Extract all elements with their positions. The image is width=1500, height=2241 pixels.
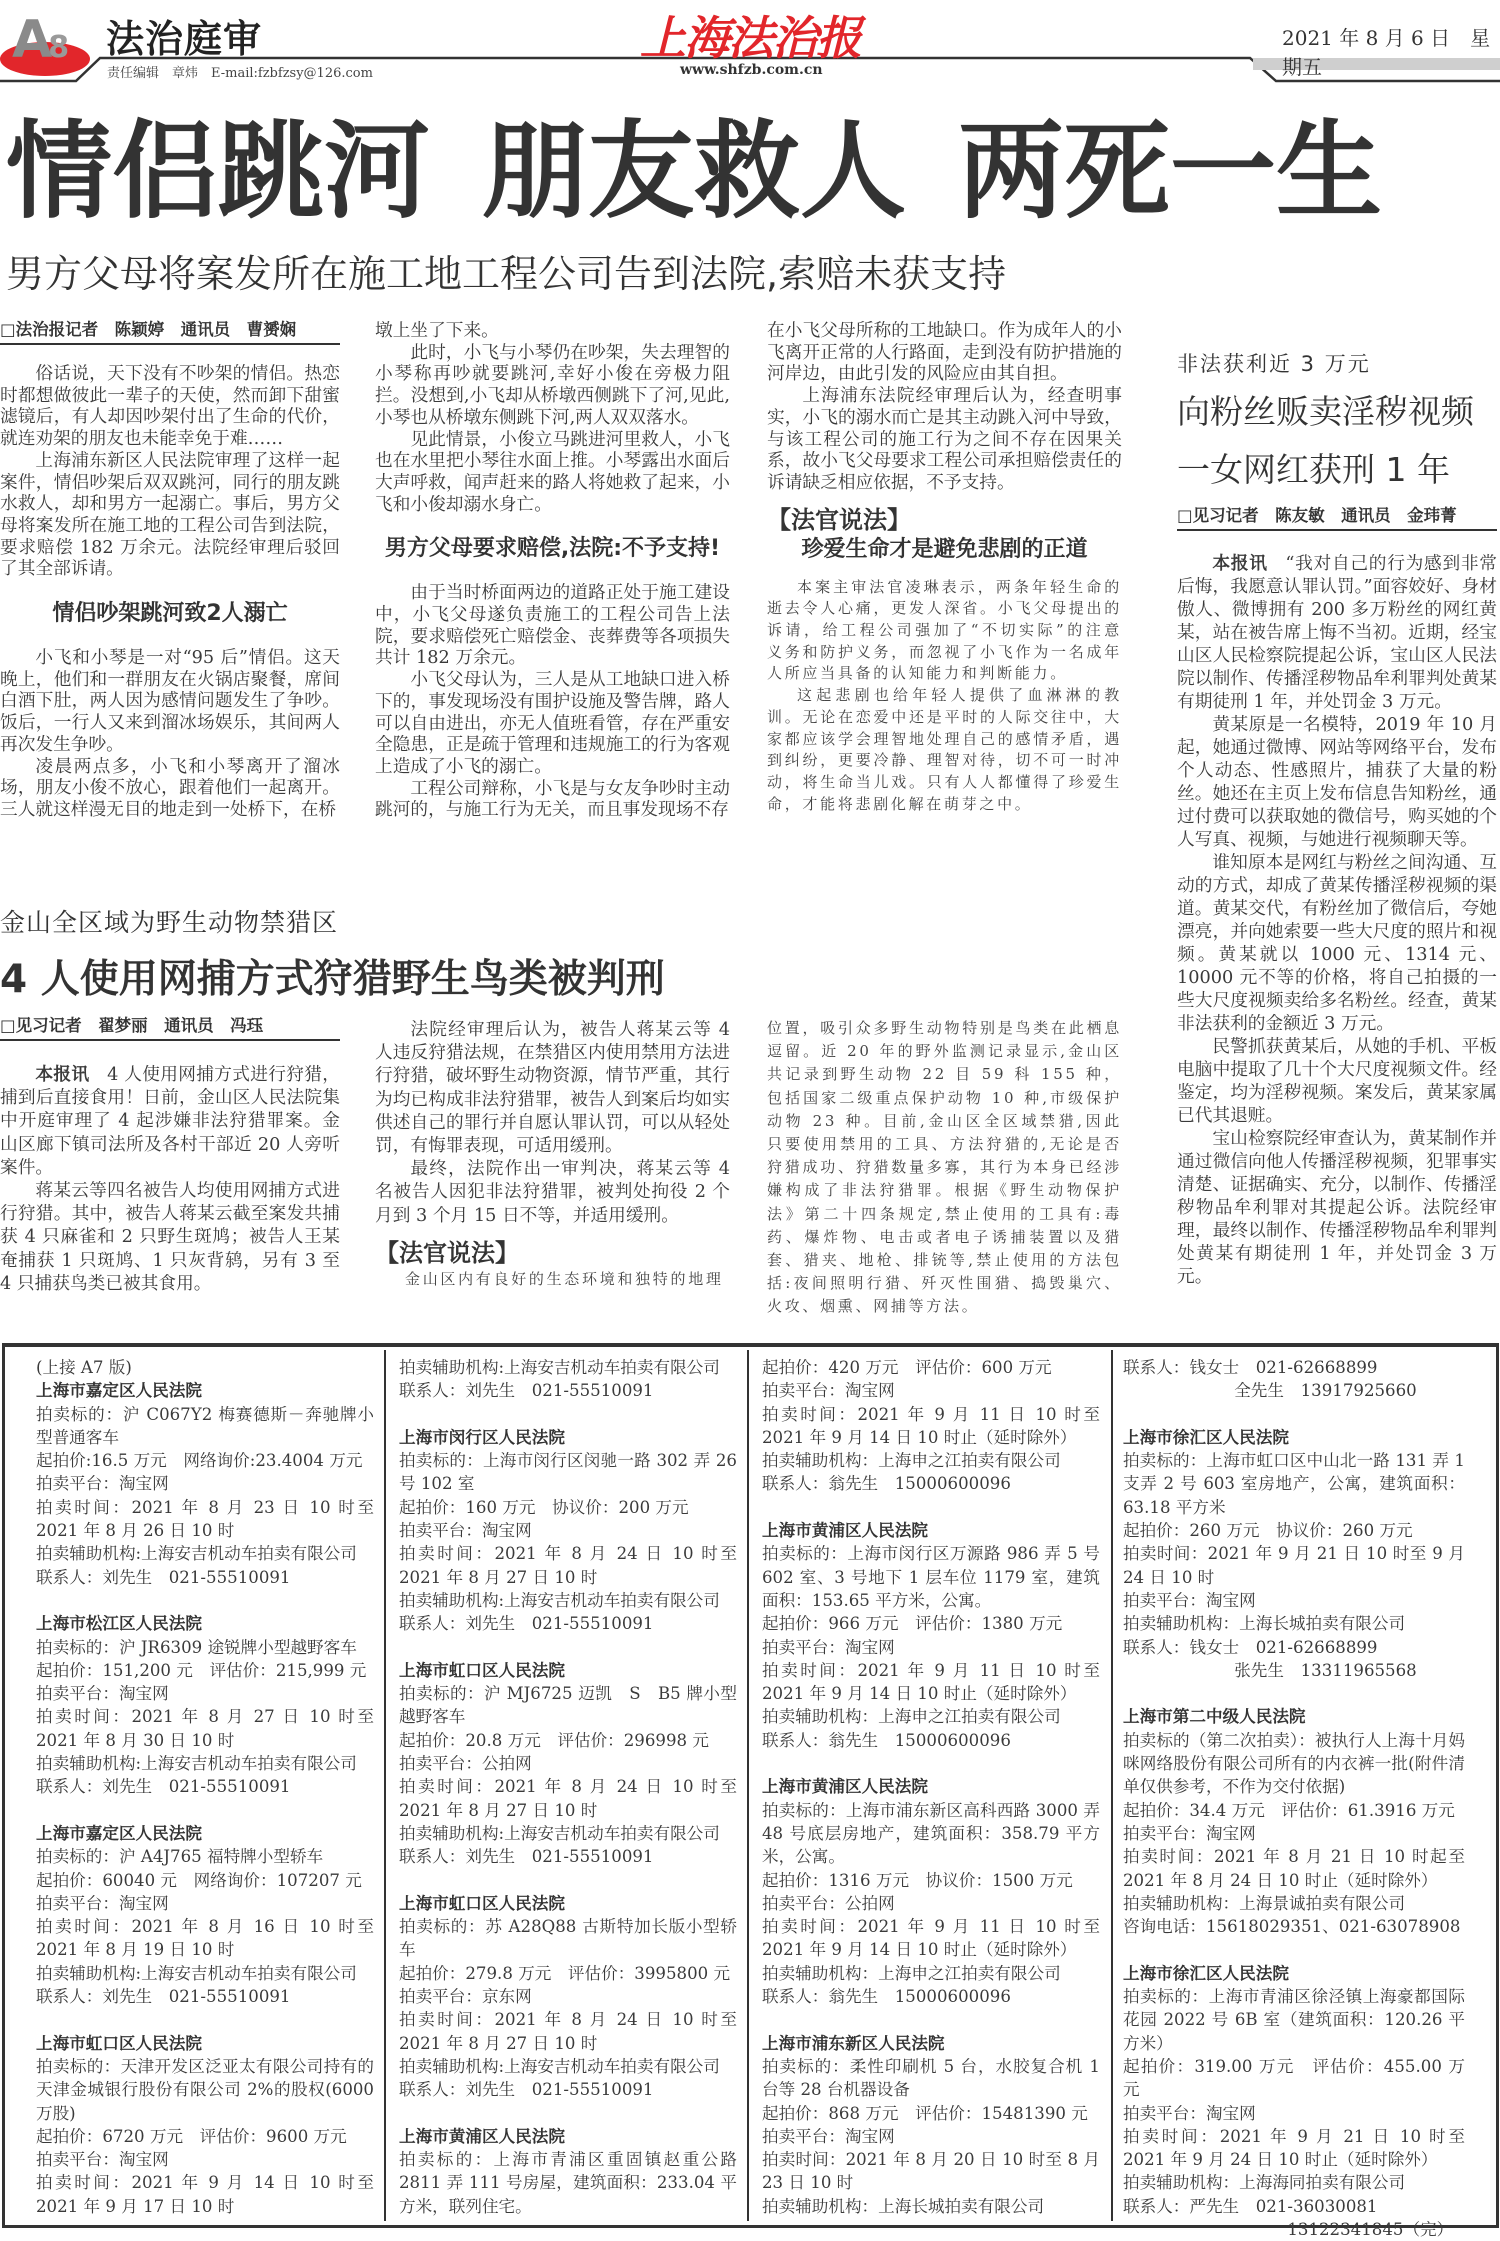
listing-line: 联系人：刘先生 021-55510091 [399, 1847, 654, 1867]
listing-line: 拍卖平台：淘宝网 [1123, 1823, 1256, 1843]
court-name: 上海市黄浦区人民法院 [399, 2126, 565, 2146]
auction-column-4 [1123, 1356, 1465, 2241]
listing-line: (上接 A7 版) [36, 1358, 132, 1377]
lower-article-headline: 4 人使用网捕方式狩猎野生鸟类被判刑 [0, 957, 665, 1002]
listing-line: 拍卖标的：上海市虹口区中山北一路 131 弄 1 支弄 2 号 603 室房地产，公寓，建筑面积：63.18 平方米 [1123, 1451, 1465, 1517]
listing-line: 起拍价：420 万元 评估价：600 万元 [762, 1358, 1052, 1377]
right-article-title-line-1: 向粉丝贩卖淫秽视频 [1177, 392, 1474, 431]
auction-column-2 [399, 1356, 737, 2218]
listing-line: 拍卖辅助机构：上海长城拍卖有限公司 [1123, 1614, 1406, 1634]
court-name: 上海市松江区人民法院 [36, 1614, 202, 1634]
listing-line: 起拍价：151,200 元 评估价：215,999 元 [36, 1660, 367, 1680]
listing-line: 联系人：翁先生 15000600096 [762, 1474, 1011, 1494]
paragraph [1177, 553, 1497, 714]
commentary-paragraph: 金山区内有良好的生态环境和独特的地理 [405, 1269, 724, 1288]
listing-line: 拍卖时间：2021 年 8 月 16 日 10 时至 2021 年 8 月 19 日 10 时 [36, 1917, 374, 1960]
listing-line: 联系人：刘先生 021-55510091 [399, 2080, 654, 2100]
dateline-label: 本报讯 [1212, 554, 1268, 574]
listing-line: 联系人：刘先生 021-55510091 [399, 1381, 654, 1401]
listing-line: 拍卖时间：2021 年 9 月 21 日 10 时至 9 月 24 日 10 时 [1123, 1544, 1465, 1587]
spacer [36, 1799, 374, 1822]
paragraph: 宝山检察院经审查认为，黄某制作并通过微信向他人传播淫秽视频，犯罪事实清楚、证据确实、充分，以制作、传播淫秽物品牟利罪对其提起公诉。法院经审理，最终以制作、传播淫秽物品牟利罪判处黄某有期徒刑 1 年，并处罚金 3 万元。 [1177, 1129, 1497, 1287]
lower-article-column-1 [0, 1064, 340, 1296]
spacer [1123, 1938, 1465, 1961]
listing-line: 拍卖辅助机构:上海安吉机动车拍卖有限公司 [36, 1963, 357, 1983]
listing-line: 拍卖辅助机构:上海安吉机动车拍卖有限公司 [399, 1358, 720, 1377]
listing-line: 联系人：翁先生 15000600096 [762, 1730, 1011, 1750]
listing-line: 拍卖平台：淘宝网 [36, 1474, 169, 1494]
listing-line: 拍卖平台：淘宝网 [36, 1684, 169, 1704]
column-divider [1111, 1350, 1113, 2221]
listing-line: 联系人：翁先生 15000600096 [762, 1987, 1011, 2007]
court-name: 上海市虹口区人民法院 [399, 1893, 565, 1913]
paragraph: 由于当时桥面两边的道路正处于施工建设中，小飞父母遂负责施工的工程公司告上法院，要求赔偿死亡赔偿金、丧葬费等各项损失共计 182 万余元。 [375, 583, 730, 669]
listing-line: 拍卖平台：淘宝网 [36, 1893, 169, 1913]
listing-line: 起拍价：1316 万元 协议价：1500 万元 [762, 1870, 1073, 1890]
listing-line: 联系人：钱女士 021-62668899 [1123, 1637, 1378, 1657]
website-link[interactable]: www.shfzb.com.cn [680, 62, 823, 78]
listing-line: 拍卖辅助机构:上海安吉机动车拍卖有限公司 [399, 2056, 720, 2076]
main-subtitle: 男方父母将案发所在施工地工程公司告到法院,索赔未获支持 [6, 252, 1007, 296]
listing-line: 拍卖标的：上海市青浦区徐泾镇上海豪都国际花园 2022 号 6B 室（建筑面积：120.26 平方米） [1123, 1987, 1465, 2053]
listing-line: 拍卖平台：淘宝网 [762, 2126, 895, 2146]
listing-line: 起拍价：20.8 万元 评估价：296998 元 [399, 1730, 709, 1750]
paragraph: 上海浦东新区人民法院审理了这样一起案件，情侣吵架后双双跳河，同行的朋友跳水救人，却和男方一起溺亡。事后，男方父母将案发所在施工地的工程公司告到法院，要求赔偿 182 万余元。法院经审理后驳回了其全部诉请。 [0, 450, 340, 580]
listing-line: 拍卖时间：2021 年 8 月 20 日 10 时至 8 月 23 日 10 时 [762, 2150, 1100, 2193]
court-name: 上海市黄浦区人民法院 [762, 1777, 928, 1797]
commentary-paragraph: 这起悲剧也给年轻人提供了血淋淋的教训。无论在恋爱中还是平时的人际交往中，大家都应该学会理智地处理自己的感情矛盾，遇到纠纷，更要冷静、理智对待，切不可一时冲动，将生命当儿戏。只有人人都懂得了珍爱生命，才能将悲剧化解在萌芽之中。 [767, 686, 1122, 813]
section-tag: 【法官说法】 [375, 1238, 519, 1267]
listing-line: 联系人：钱女士 021-62668899 [1123, 1358, 1378, 1377]
spacer [399, 1636, 737, 1659]
listing-line: 拍卖时间：2021 年 8 月 24 日 10 时至 2021 年 8 月 27 日 10 时 [399, 1544, 737, 1587]
listing-line: 起拍价：279.8 万元 评估价：3995800 元 [399, 1963, 731, 1983]
listing-line: 拍卖辅助机构:上海安吉机动车拍卖有限公司 [399, 1823, 720, 1843]
page-number [12, 10, 65, 70]
listing-line: 起拍价：60040 元 网络询价：107207 元 [36, 1870, 362, 1890]
court-name: 上海市嘉定区人民法院 [36, 1381, 202, 1401]
listing-line: 张先生 13311965568 [1234, 1660, 1417, 1680]
headline-part: 两死一生 [958, 110, 1382, 233]
listing-line: 拍卖辅助机构：上海申之江拍卖有限公司 [762, 1707, 1061, 1727]
listing-line: 拍卖标的：柔性印刷机 5 台，水胶复合机 1 台等 28 台机器设备 [762, 2056, 1100, 2100]
court-name: 上海市浦东新区人民法院 [762, 2033, 945, 2053]
column-divider [747, 1350, 749, 2221]
paragraph: 俗话说，天下没有不吵架的情侣。热恋时都想做彼此一辈子的天使，然而卸下甜蜜滤镜后，有人却因吵架付出了生命的代价，就连劝架的朋友也未能幸免于难…… [0, 364, 340, 450]
listing-line: 拍卖标的（第二次拍卖）：被执行人上海十月妈咪网络股份有限公司所有的内衣裤一批(附件清单仅供参考，不作为交付依据) [1123, 1730, 1465, 1797]
spacer [1123, 1682, 1465, 1705]
listing-line: 拍卖标的：上海市青浦区重固镇赵重公路 2811 弄 111 号房屋，建筑面积：233.04 平方米，联列住宅。 [399, 2150, 737, 2216]
listing-line: 拍卖辅助机构:上海安吉机动车拍卖有限公司 [399, 1590, 720, 1610]
paragraph: 此时，小飞与小琴仍在吵架，失去理智的小琴称再吵就要跳河,幸好小俊在旁极力阻拦。没想到,小飞却从桥墩西侧跳下了河,见此,小琴也从桥墩东侧跳下河,两人双双落水。 [375, 342, 730, 428]
court-name: 上海市虹口区人民法院 [399, 1660, 565, 1680]
column-divider [384, 1350, 386, 2221]
court-name: 上海市黄浦区人民法院 [762, 1521, 928, 1541]
page-letter: A [12, 10, 49, 70]
main-byline: □法治报记者 陈颖婷 通讯员 曹赟娴 [0, 320, 340, 345]
paragraph: 小飞和小琴是一对“95 后”情侣。这天晚上，他们和一群朋友在火锅店聚餐，席间白酒下肚，两人因为感情问题发生了争吵。饭后，一行人又来到溜冰场娱乐，其间两人再次发生争吵。 [0, 648, 340, 755]
paragraph: 在小飞父母所称的工地缺口。作为成年人的小飞离开正常的人行路面，走到没有防护措施的河岸边，由此引发的风险应由其自担。 [767, 321, 1122, 385]
right-article-byline: □见习记者 陈友敏 通讯员 金玮菁 [1177, 506, 1497, 531]
subheading: 珍爱生命才是避免悲剧的正道 [801, 536, 1088, 562]
listing-line: 拍卖平台：淘宝网 [762, 1381, 895, 1401]
listing-line: 起拍价：6720 万元 评估价：9600 万元 [36, 2126, 347, 2146]
listing-line: 起拍价：160 万元 协议价：200 万元 [399, 1497, 689, 1517]
spacer [399, 2102, 737, 2125]
lower-article-byline: □见习记者 翟梦丽 通讯员 冯珏 [0, 1016, 340, 1041]
listing-line: 拍卖平台：淘宝网 [1123, 2103, 1256, 2123]
spacer [399, 1869, 737, 1892]
commentary-paragraph: 位置，吸引众多野生动物特别是鸟类在此栖息逗留。近 20 年的野外监测记录显示,金山区共记录到野生动物 22 目 59 科 155 种，包括国家二级重点保护动物 10 种,市级保护动物 23 种。目前,金山区全区域禁猎,因此只要使用禁用的工具、方法狩猎的,无论是否狩猎成功、狩猎数量多寡，其行为本身已经涉嫌构成了非法狩猎罪。根据《野生动物保护法》第二十四条规定,禁止使用的工具有:毒药、爆炸物、电击或者电子诱捕装置以及猎套、猎夹、地枪、排铳等,禁止使用的方法包括:夜间照明行猎、歼灭性围猎、捣毁巢穴、火攻、烟熏、网捕等方法。 [767, 1019, 1122, 1316]
listing-line: 拍卖时间：2021 年 8 月 27 日 10 时至 2021 年 8 月 30 日 10 时 [36, 1707, 374, 1750]
court-name: 上海市第二中级人民法院 [1123, 1707, 1306, 1727]
subheading: 男方父母要求赔偿,法院:不予支持! [384, 536, 721, 562]
listing-line: 起拍价：34.4 万元 评估价：61.3916 万元 [1123, 1800, 1455, 1820]
auction-column-3 [762, 1356, 1100, 2218]
main-article-column-2 [375, 321, 730, 822]
right-article-body [1177, 553, 1497, 1289]
listing-line: 起拍价：319.00 万元 评估价：455.00 万元 [1123, 2056, 1465, 2100]
listing-line: 起拍价：868 万元 评估价：15481390 元 [762, 2103, 1088, 2123]
listing-line: 联系人：刘先生 021-55510091 [399, 1614, 654, 1634]
main-article-column-1 [0, 364, 340, 822]
listing-line: 拍卖时间：2021 年 8 月 21 日 10 时起至 2021 年 8 月 24 日 10 时止（延时除外） [1123, 1847, 1465, 1890]
paragraph: 谁知原本是网红与粉丝之间沟通、互动的方式，却成了黄某传播淫秽视频的渠道。黄某交代，有粉丝加了微信后，夸她漂亮，并向她索要一些大尺度的照片和视频。黄某就以 1000 元、1314 元、10000 元不等的价格，将自己拍摄的一些大尺度视频卖给多名粉丝。经查，黄某非法获利的金额近 3 万元。 [1177, 853, 1497, 1034]
spacer [762, 1496, 1100, 1519]
listing-line: 拍卖辅助机构：上海海同拍卖有限公司 [1123, 2173, 1406, 2193]
listing-line: 拍卖时间：2021 年 8 月 24 日 10 时至 2021 年 8 月 27 日 10 时 [399, 2010, 737, 2053]
paragraph: 见此情景，小俊立马跳进河里救人，小飞也在水里把小琴往水面上推。小琴露出水面后大声呼救，闻声赶来的路人将她救了起来，小飞和小俊却溺水身亡。 [375, 429, 730, 515]
paragraph-text: “我对自己的行为感到非常后悔，我愿意认罪认罚。”面容姣好、身材傲人、微博拥有 200 多万粉丝的网红黄某，站在被告席上悔不当初。近期，经宝山区人民检察院提起公诉，宝山区人民法院以制作、传播淫秽物品牟利罪判处黄某有期徒刑 1 年，并处罚金 3 万元。 [1177, 554, 1497, 712]
paragraph: 上海浦东法院经审理后认为，经查明事实，小飞的溺水而亡是其主动跳入河中导致，与该工程公司的施工行为之间不存在因果关系，故小飞父母要求工程公司承担赔偿责任的诉请缺乏相应依据，不予支持。 [767, 386, 1122, 493]
listing-line: 拍卖平台：淘宝网 [1123, 1590, 1256, 1610]
listing-line: 拍卖标的：上海市闵行区闵驰一路 302 弄 26 号 102 室 [399, 1451, 737, 1494]
listing-line: 联系人：刘先生 021-55510091 [36, 1987, 291, 2007]
lower-article-column-3 [767, 1017, 1122, 1319]
paragraph: 蒋某云等四名被告人均使用网捕方式进行狩猎。其中，被告人蒋某云截至案发共捕获 4 只麻雀和 2 只野生斑鸠；被告人王某奄捕获 1 只斑鸠、1 只灰背鸫，另有 3 至 4 只捕获鸟类已被其食用。 [0, 1181, 340, 1294]
headline-part: 朋友救人 [482, 110, 906, 233]
listing-line: 起拍价：966 万元 评估价：1380 万元 [762, 1614, 1063, 1634]
issue-date: 2021 年 8 月 6 日 星期五 [1282, 26, 1491, 79]
listing-line: 拍卖时间：2021 年 9 月 21 日 10 时至 2021 年 9 月 24 日 10 时止（延时除外） [1123, 2126, 1465, 2170]
listing-line: 起拍价:16.5 万元 网络询价:23.4004 万元 [36, 1451, 363, 1471]
court-name: 上海市徐汇区人民法院 [1123, 1427, 1289, 1447]
listing-line: 拍卖平台：淘宝网 [36, 2150, 169, 2170]
listing-line: 拍卖时间：2021 年 9 月 11 日 10 时至 2021 年 9 月 14 日 10 时止（延时除外） [762, 1917, 1100, 1960]
paragraph: 小飞父母认为，三人是从工地缺口进入桥下的，事发现场没有围护设施及警告牌，路人可以自由进出，亦无人值班看管，存在严重安全隐患，正是疏于管理和违规施工的行为客观上造成了小飞的溺亡。 [375, 670, 730, 777]
listing-line: 起拍价：260 万元 协议价：260 万元 [1123, 1521, 1413, 1541]
page-digit: 8 [48, 30, 66, 65]
paragraph: 法院经审理后认为，被告人蒋某云等 4 人违反狩猎法规，在禁猎区内使用禁用方法进行狩猎，破坏野生动物资源，情节严重，其行为均已构成非法狩猎罪，被告人到案后均如实供述自己的罪行并自愿认罪认罚，可以从轻处罚，有悔罪表现，可适用缓刑。 [375, 1020, 730, 1157]
court-name: 上海市嘉定区人民法院 [36, 1823, 202, 1843]
paragraph: 工程公司辩称，小飞是与女友争吵时主动跳河的，与施工行为无关，而且事发现场不存 [375, 778, 730, 821]
lower-article-column-2 [375, 1019, 730, 1291]
phone-number: 13122341845 [1287, 2219, 1404, 2239]
end-mark: （完） [1403, 2219, 1454, 2239]
spacer [399, 1403, 737, 1426]
listing-line: 拍卖时间：2021 年 9 月 11 日 10 时至 2021 年 9 月 14 日 10 时止（延时除外） [762, 1404, 1100, 1447]
paragraph-text: 4 人使用网捕方式进行狩猎，捕到后直接食用！日前，金山区人民法院集中开庭审理了 4 起涉嫌非法狩猎罪案。金山区廊下镇司法所及各村干部近 20 人旁听案件。 [0, 1065, 340, 1178]
lower-article-kicker: 金山全区域为野生动物禁猎区 [0, 908, 339, 937]
paragraph: 凌晨两点多，小飞和小琴离开了溜冰场，朋友小俊不放心，跟着他们一起离开。三人就这样漫无目的地走到一处桥下，在桥 [0, 756, 340, 820]
spacer [762, 1752, 1100, 1775]
paragraph: 黄某原是一名模特，2019 年 10 月起，她通过微博、网站等网络平台，发布个人动态、性感照片，捕获了大量的粉丝。她还在主页上发布信息告知粉丝，通过付费可以获取她的微信号，购买她的个人写真、视频，与她进行视频聊天等。 [1177, 715, 1497, 850]
auction-column-1 [36, 1356, 374, 2218]
listing-line: 拍卖标的：上海市闵行区万源路 986 弄 5 号 602 室、3 号地下 1 层车位 1179 室，建筑面积：153.65 平方米，公寓。 [762, 1544, 1100, 1610]
listing-line: 拍卖时间：2021 年 9 月 11 日 10 时至 2021 年 9 月 14 日 10 时止（延时除外） [762, 1660, 1100, 1704]
listing-line: 拍卖平台：京东网 [399, 1987, 532, 2007]
listing-line: 拍卖时间：2021 年 9 月 14 日 10 时至 2021 年 9 月 17 日 10 时 [36, 2173, 374, 2216]
listing-line: 拍卖标的：沪 C067Y2 梅赛德斯－奔驰牌小型普通客车 [36, 1404, 374, 1447]
dateline-label: 本报讯 [35, 1065, 90, 1085]
listing-line: 拍卖平台：淘宝网 [762, 1637, 895, 1657]
spacer [1123, 1403, 1465, 1426]
listing-line: 联系人：严先生 021-36030081 [1123, 2196, 1378, 2216]
main-article-column-3 [767, 321, 1122, 815]
commentary-paragraph: 本案主审法官凌琳表示，两条年轻生命的逝去令人心痛，更发人深省。小飞父母提出的诉请，给工程公司强加了“不切实际”的注意义务和防护义务，而忽视了小飞作为一名成年人所应当具备的认知能力和判断能力。 [767, 577, 1122, 683]
section-title: 法治庭审 [106, 17, 263, 61]
editor-credit: 责任编辑 章炜 E-mail:fzbfzsy@126.com [107, 66, 373, 81]
listing-line: 拍卖标的：苏 A28Q88 古斯特加长版小型轿车 [399, 1917, 737, 1960]
listing-line: 拍卖辅助机构:上海安吉机动车拍卖有限公司 [36, 1544, 357, 1564]
spacer [762, 2008, 1100, 2031]
page-number-badge [0, 8, 92, 74]
court-name: 上海市虹口区人民法院 [36, 2033, 202, 2053]
listing-line: 拍卖时间：2021 年 8 月 24 日 10 时至 2021 年 8 月 27 日 10 时 [399, 1777, 737, 1820]
listing-line: 拍卖辅助机构：上海景诚拍卖有限公司 [1123, 1893, 1406, 1913]
paragraph: 墩上坐了下来。 [375, 321, 499, 341]
listing-line: 拍卖平台：公拍网 [399, 1754, 532, 1774]
listing-line: 拍卖辅助机构:上海安吉机动车拍卖有限公司 [36, 1754, 357, 1774]
section-tag: 【法官说法】 [767, 505, 911, 534]
spacer [36, 2008, 374, 2031]
listing-line: 拍卖辅助机构：上海长城拍卖有限公司 [762, 2196, 1045, 2216]
listing-line: 拍卖标的：上海市浦东新区高科西路 3000 弄 48 号底层房地产，建筑面积：358.79 平方米，公寓。 [762, 1800, 1100, 1867]
listing-line: 联系人：刘先生 021-55510091 [36, 1567, 291, 1587]
listing-line: 拍卖标的：沪 A4J765 福特牌小型轿车 [36, 1847, 324, 1867]
listing-line [1123, 2218, 1465, 2241]
listing-line: 拍卖辅助机构：上海申之江拍卖有限公司 [762, 1451, 1061, 1471]
paragraph: 民警抓获黄某后，从她的手机、平板电脑中提取了几十个大尺度视频文件。经鉴定，均为淫秽视频。案发后，黄某家属已代其退赃。 [1177, 1037, 1497, 1126]
court-name: 上海市徐汇区人民法院 [1123, 1963, 1289, 1983]
listing-line: 全先生 13917925660 [1234, 1381, 1417, 1401]
listing-line: 拍卖平台：公拍网 [762, 1893, 895, 1913]
right-article-kicker: 非法获利近 3 万元 [1177, 352, 1371, 376]
subheading: 情侣吵架跳河致2人溺亡 [52, 601, 288, 627]
paragraph [0, 1064, 340, 1180]
right-article-title-line-2: 一女网红获刑 1 年 [1177, 450, 1450, 489]
listing-line: 拍卖平台：淘宝网 [399, 1521, 532, 1541]
listing-line: 拍卖标的：天津开发区泛亚太有限公司持有的天津金城银行股份有限公司 2%的股权(6000 万股) [36, 2056, 374, 2123]
headline-part: 情侣跳河 [6, 110, 430, 233]
listing-line: 拍卖时间：2021 年 8 月 23 日 10 时至 2021 年 8 月 26 日 10 时 [36, 1497, 374, 1541]
listing-line: 咨询电话：15618029351、021-63078908 [1123, 1917, 1461, 1937]
newspaper-logo: 上海法治报 [640, 11, 860, 65]
listing-line: 拍卖标的：沪 JR6309 途锐牌小型越野客车 [36, 1637, 357, 1657]
listing-line: 联系人：刘先生 021-55510091 [36, 1777, 291, 1797]
paragraph: 最终，法院作出一审判决，蒋某云等 4 名被告人因犯非法狩猎罪，被判处拘役 2 个月到 3 个月 15 日不等，并适用缓刑。 [375, 1159, 730, 1226]
listing-line: 拍卖标的：沪 MJ6725 迈凯 S B5 牌小型越野客车 [399, 1684, 737, 1727]
listing-line: 拍卖辅助机构：上海申之江拍卖有限公司 [762, 1963, 1061, 1983]
spacer [36, 1589, 374, 1612]
court-name: 上海市闵行区人民法院 [399, 1427, 565, 1447]
main-headline [6, 112, 1382, 232]
